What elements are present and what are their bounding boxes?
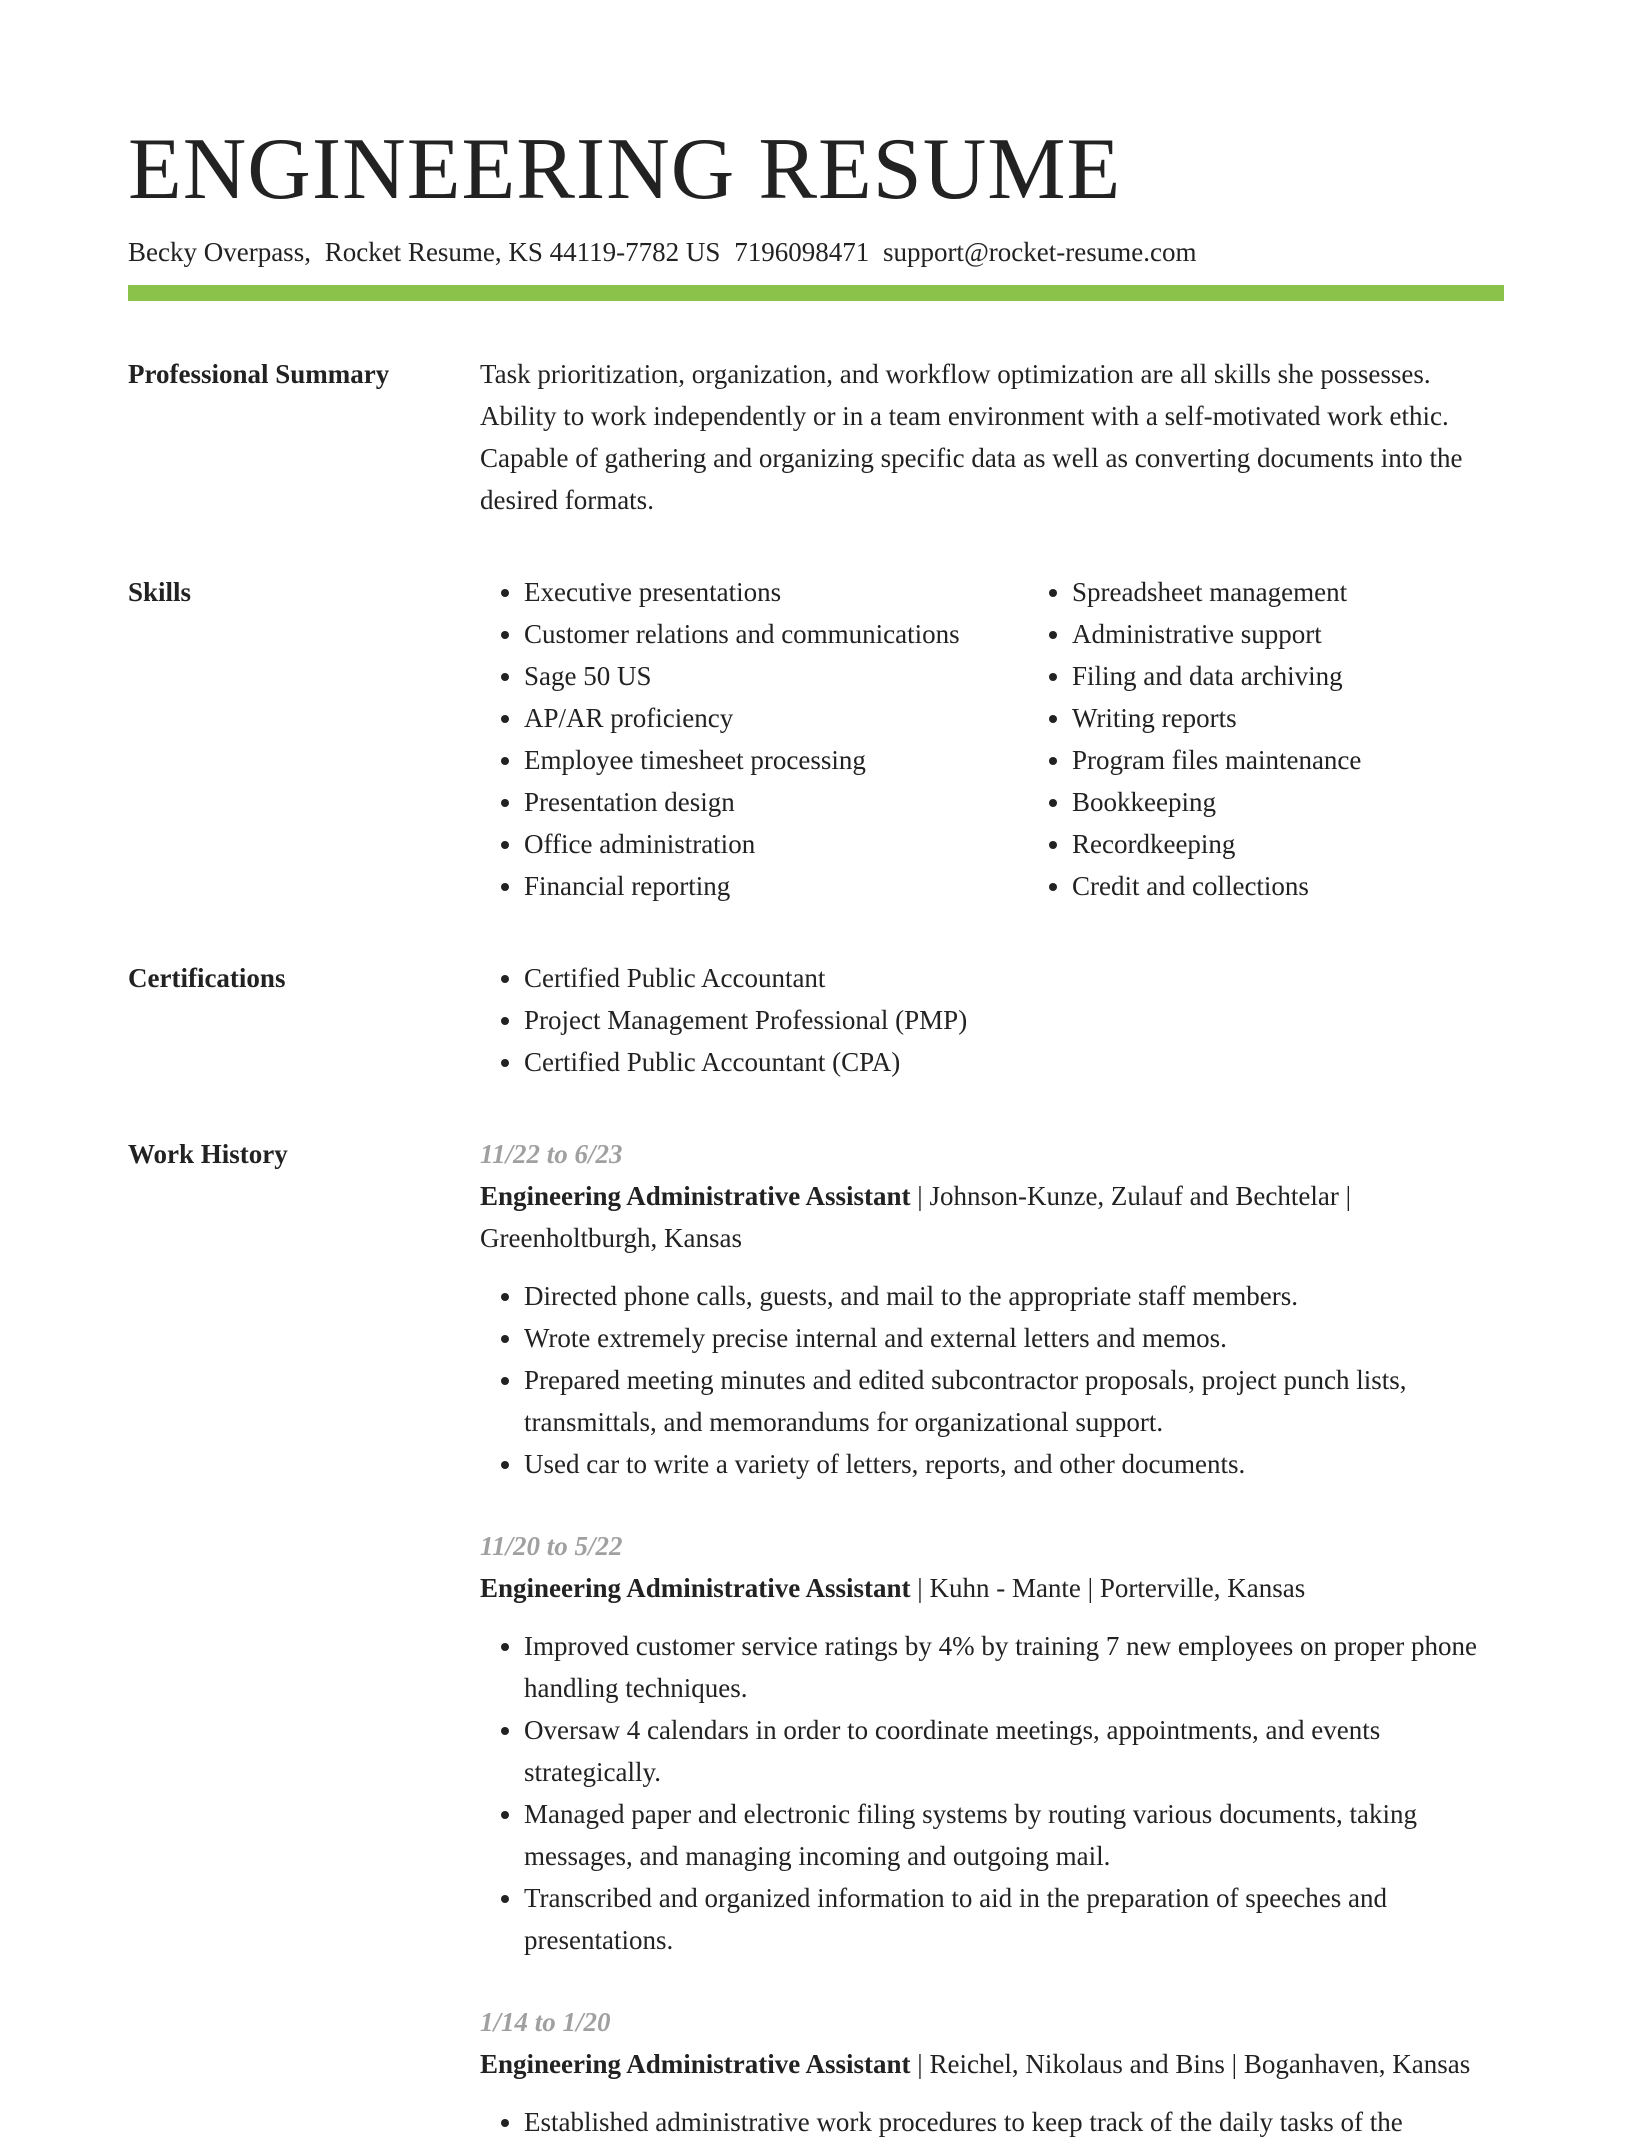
job-bullet: • Improved customer service ratings by 4% by training 7 new employees on proper phone handling techniques. [524, 1625, 1504, 1709]
job-company-location: | Kuhn - Mante | Porterville, Kansas [910, 1573, 1306, 1603]
skill-item: • Recordkeeping [1072, 823, 1568, 865]
summary-section [128, 353, 1504, 521]
work-history-heading: Work History [128, 1139, 288, 1169]
job-dates: 1/14 to 1/20 [480, 2007, 611, 2037]
job-company-location: | Johnson-Kunze, Zulauf and Bechtelar | Greenholtburgh, Kansas [480, 1181, 1351, 1253]
job-dates: 11/22 to 6/23 [480, 1139, 623, 1169]
summary-text: Task prioritization, organization, and workflow optimization are all skills she possesses. Ability to work independently or in a team environment with a self-motivated work ethic. Capable of gathering and organizing specific data as well as converting documents into the desired formats. [480, 359, 1463, 515]
work-history-section [128, 1133, 1504, 2143]
certification-item: • Project Management Professional (PMP) [524, 999, 1504, 1041]
job-bullet: • Oversaw 4 calendars in order to coordinate meetings, appointments, and events strategically. [524, 1709, 1504, 1793]
skill-item: • Credit and collections [1072, 865, 1568, 907]
job-bullets [480, 1275, 1504, 1485]
job-bullets [480, 2101, 1504, 2143]
job-heading [480, 1175, 1504, 1259]
certifications-section [128, 957, 1504, 1083]
certification-item: • Certified Public Accountant [524, 957, 1504, 999]
contact-name: Becky Overpass, [128, 237, 311, 267]
contact-location: Rocket Resume, KS 44119-7782 US [324, 237, 721, 267]
job-bullet: • Used car to write a variety of letters, reports, and other documents. [524, 1443, 1504, 1485]
job-heading [480, 1567, 1504, 1609]
job-entry [480, 1525, 1504, 1961]
job-title: Engineering Administrative Assistant [480, 2049, 911, 2079]
job-entry [480, 2001, 1504, 2143]
skill-item: • Spreadsheet management [1072, 571, 1568, 613]
contact-email: support@rocket-resume.com [882, 237, 1197, 267]
skill-item: • Customer relations and communications [524, 613, 1028, 655]
summary-body [480, 353, 1504, 521]
skill-item: • Employee timesheet processing [524, 739, 1028, 781]
skill-item: • Bookkeeping [1072, 781, 1568, 823]
skills-list-right [1028, 571, 1568, 907]
skill-item: • Writing reports [1072, 697, 1568, 739]
certifications-heading: Certifications [128, 963, 286, 993]
job-company-location: | Reichel, Nikolaus and Bins | Boganhaven, Kansas [910, 2049, 1471, 2079]
skill-item: • AP/AR proficiency [524, 697, 1028, 739]
job-bullet: • Directed phone calls, guests, and mail to the appropriate staff members. [524, 1275, 1504, 1317]
job-dates: 11/20 to 5/22 [480, 1531, 623, 1561]
certifications-list [480, 957, 1504, 1083]
skill-item: • Presentation design [524, 781, 1028, 823]
skill-item: • Filing and data archiving [1072, 655, 1568, 697]
job-title: Engineering Administrative Assistant [480, 1181, 911, 1211]
skill-item: • Financial reporting [524, 865, 1028, 907]
skills-list-left [480, 571, 1028, 907]
resume-page [128, 118, 1504, 2143]
certifications-body [480, 957, 1504, 1083]
skills-section [128, 571, 1504, 907]
job-title: Engineering Administrative Assistant [480, 1573, 911, 1603]
skill-item: • Executive presentations [524, 571, 1028, 613]
contact-phone: 7196098471 [734, 237, 870, 267]
resume-title: ENGINEERING RESUME [128, 121, 1122, 218]
skill-item: • Program files maintenance [1072, 739, 1568, 781]
skill-item: • Sage 50 US [524, 655, 1028, 697]
work-history-body [480, 1133, 1504, 2143]
job-bullet: • Established administrative work procedures to keep track of the daily tasks of the [524, 2101, 1504, 2143]
header-divider [128, 285, 1504, 301]
contact-line [128, 232, 1504, 272]
job-bullet: • Prepared meeting minutes and edited subcontractor proposals, project punch lists, transmittals, and memorandums for organizational support. [524, 1359, 1504, 1443]
skill-item: • Office administration [524, 823, 1028, 865]
job-bullet: • Transcribed and organized information to aid in the preparation of speeches and presentations. [524, 1877, 1504, 1961]
job-bullet: • Managed paper and electronic filing systems by routing various documents, taking messages, and managing incoming and outgoing mail. [524, 1793, 1504, 1877]
job-heading [480, 2043, 1504, 2085]
summary-heading: Professional Summary [128, 359, 390, 389]
job-bullet: • Wrote extremely precise internal and external letters and memos. [524, 1317, 1504, 1359]
job-bullets [480, 1625, 1504, 1961]
job-entry [480, 1133, 1504, 1485]
skills-heading: Skills [128, 577, 192, 607]
skill-item: • Administrative support [1072, 613, 1568, 655]
skills-body [480, 571, 1568, 907]
certification-item: • Certified Public Accountant (CPA) [524, 1041, 1504, 1083]
